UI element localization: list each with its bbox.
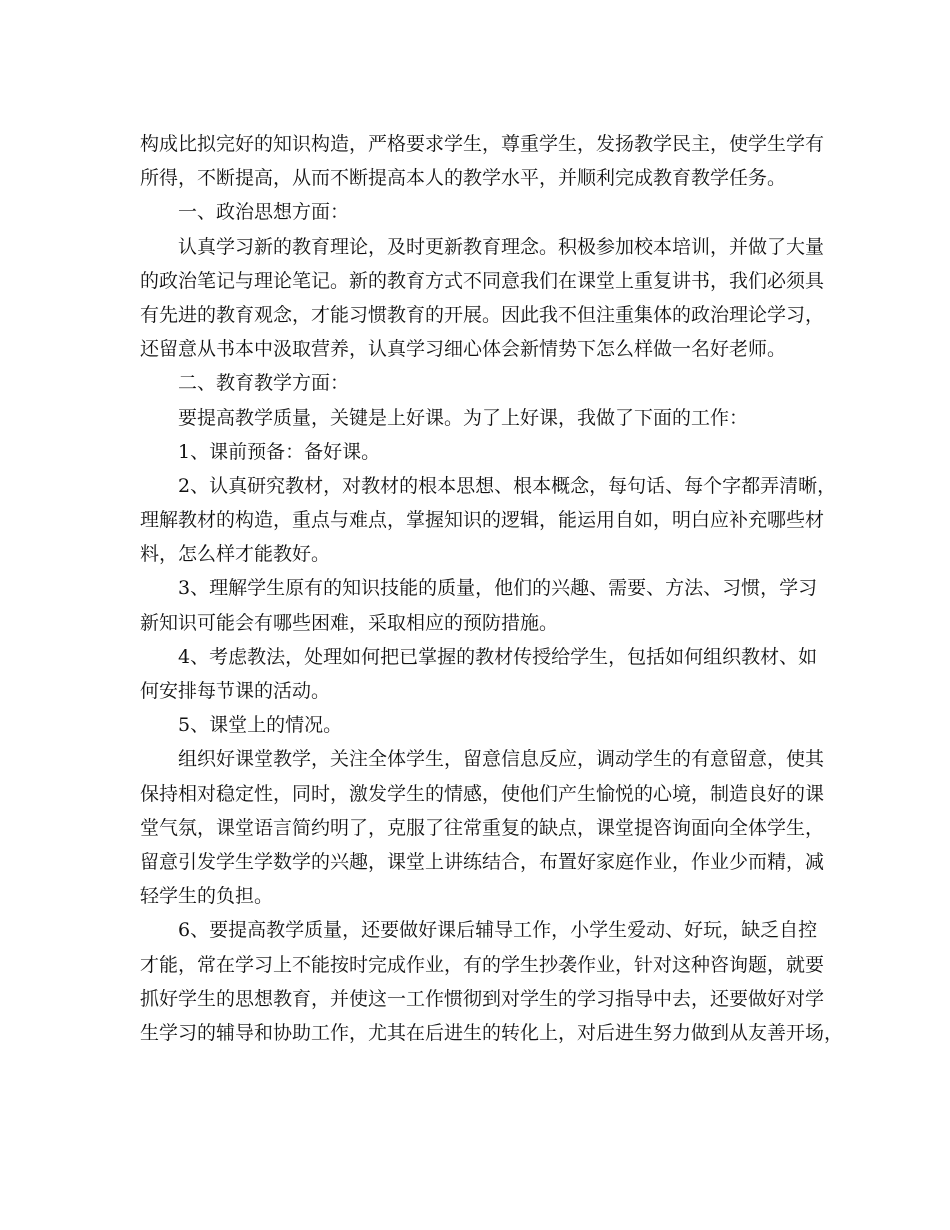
body-text [140, 131, 844, 1047]
paragraph-line: 新知识可能会有哪些困难，采取相应的预防措施。 [140, 611, 559, 634]
paragraph-line: 还留意从书本中汲取营养，认真学习细心体会新情势下怎么样做一名好老师。 [140, 338, 787, 361]
list-item: 1、课前预备：备好课。 [178, 440, 381, 463]
list-item: 4、考虑教法，处理如何把已掌握的教材传授给学生，包括如何组织教材、如 [178, 645, 818, 668]
paragraph-line: 堂气氛，课堂语言简约明了，克服了往常重复的缺点，课堂提咨询面向全体学生， [140, 816, 825, 839]
list-item: 6、要提高教学质量，还要做好课后辅导工作，小学生爱动、好玩，缺乏自控 [178, 919, 818, 942]
list-item: 2、认真研究教材，对教材的根本思想、根本概念，每句话、每个字都弄清晰， [178, 474, 837, 497]
paragraph-line: 有先进的教育观念，才能习惯教育的开展。因此我不但注重集体的政治理论学习， [140, 303, 825, 326]
paragraph-line: 理解教材的构造，重点与难点，掌握知识的逻辑，能运用自如，明白应补充哪些材 [140, 509, 825, 532]
list-item: 3、理解学生原有的知识技能的质量，他们的兴趣、需要、方法、习惯，学习 [178, 577, 818, 600]
paragraph-line: 组织好课堂教学，关注全体学生，留意信息反应，调动学生的有意留意，使其 [178, 748, 825, 771]
section-heading: 二、教育教学方面： [178, 372, 350, 395]
list-item: 5、课堂上的情况。 [178, 714, 343, 737]
paragraph-line: 抓好学生的思想教育，并使这一工作惯彻到对学生的学习指导中去，还要做好对学 [140, 987, 825, 1010]
paragraph-line: 的政治笔记与理论笔记。新的教育方式不同意我们在课堂上重复讲书，我们必须具 [140, 269, 825, 292]
paragraph-line: 料，怎么样才能教好。 [140, 543, 331, 566]
paragraph-line: 才能，常在学习上不能按时完成作业，有的学生抄袭作业，针对这种咨询题，就要 [140, 953, 825, 976]
paragraph-line: 要提高教学质量，关键是上好课。为了上好课，我做了下面的工作： [178, 406, 749, 429]
paragraph-line: 构成比拟完好的知识构造，严格要求学生，尊重学生，发扬教学民主，使学生学有 [140, 133, 825, 155]
paragraph-line: 留意引发学生学数学的兴趣，课堂上讲练结合，布置好家庭作业，作业少而精，减 [140, 850, 825, 873]
paragraph-line: 轻学生的负担。 [140, 885, 274, 908]
paragraph-line: 保持相对稳定性，同时，激发学生的情感，使他们产生愉悦的心境，制造良好的课 [140, 782, 825, 805]
section-heading: 一、政治思想方面： [178, 201, 350, 224]
paragraph-line: 所得，不断提高，从而不断提高本人的教学水平，并顺利完成教育教学任务。 [140, 167, 787, 190]
paragraph-line: 生学习的辅导和协助工作，尤其在后进生的转化上，对后进生努力做到从友善开场， [140, 1021, 844, 1044]
paragraph-line: 何安排每节课的活动。 [140, 680, 331, 702]
paragraph-line: 认真学习新的教育理论，及时更新教育理念。积极参加校本培训，并做了大量 [178, 235, 825, 258]
